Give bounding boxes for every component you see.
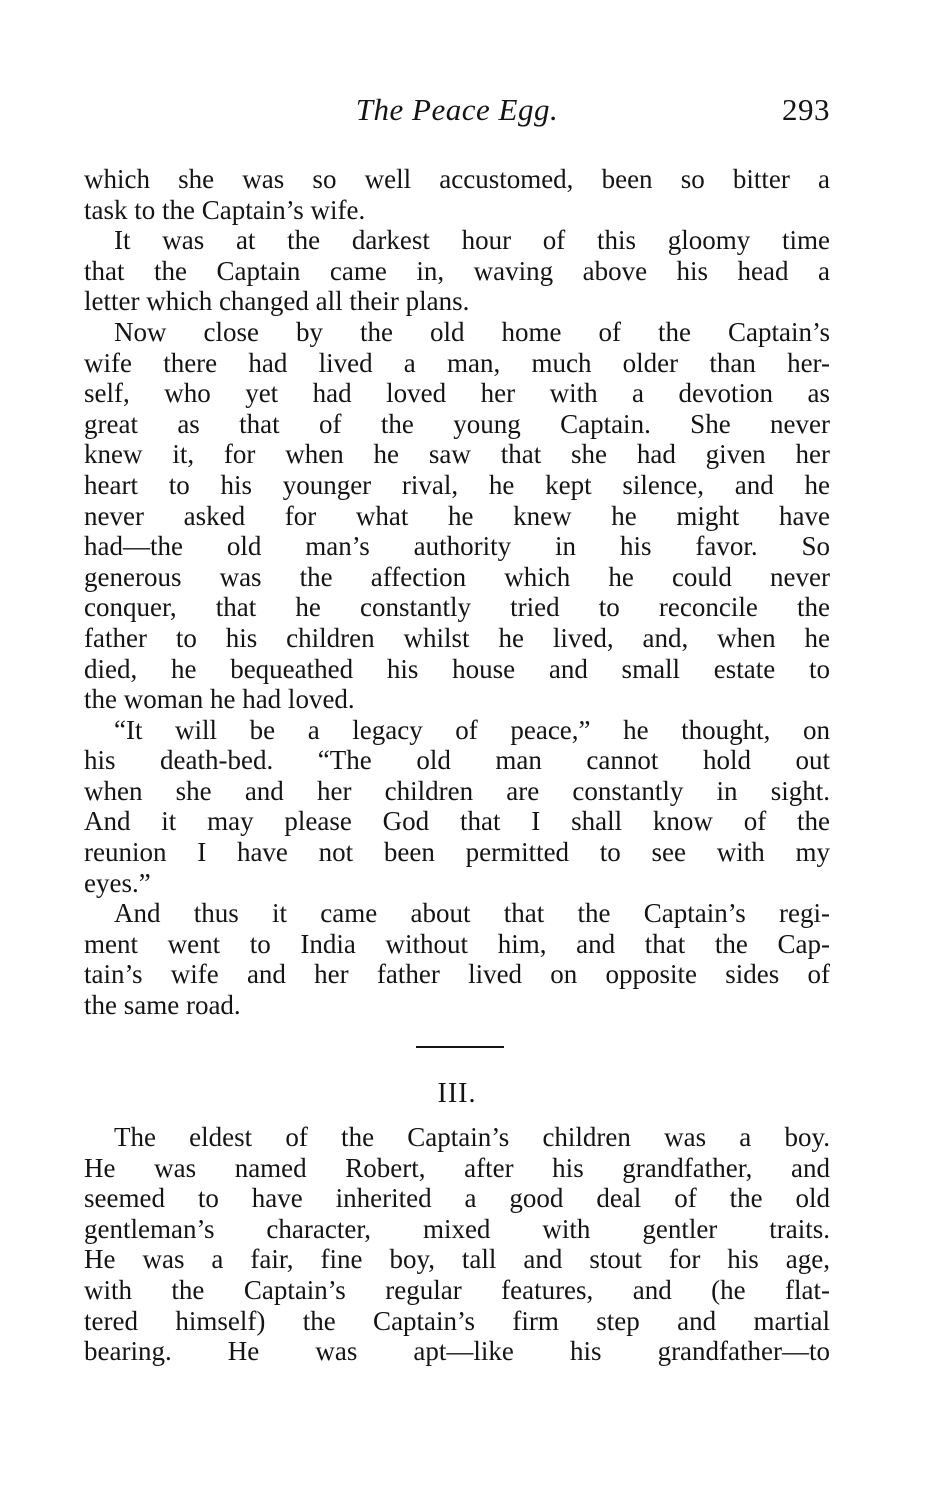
text-line: task to the Captain’s wife. xyxy=(84,194,366,225)
text-line: eyes.” xyxy=(84,867,151,898)
text-line: knew it, for when he saw that she had given her xyxy=(84,439,830,470)
text-line: And it may please God that I shall know of the xyxy=(84,806,830,837)
text-line: heart to his younger rival, he kept silence, and he xyxy=(84,469,830,500)
paragraph-start-line: It was at the darkest hour of this gloomy time xyxy=(114,225,830,256)
text-line: which she was so well accustomed, been so bitter a xyxy=(84,164,830,194)
text-line: the same road. xyxy=(84,990,241,1021)
text-line: great as that of the young Captain. She never xyxy=(84,408,830,439)
running-head xyxy=(84,92,830,136)
text-line: died, he bequeathed his house and small estate to xyxy=(84,653,830,684)
running-title: The Peace Egg. xyxy=(355,92,559,127)
text-line: that the Captain came in, waving above his head a xyxy=(84,255,830,286)
text-line: generous was the affection which he could never xyxy=(84,561,830,592)
text-line: when she and her children are constantly in sight. xyxy=(84,775,830,806)
text-line: his death-bed. “The old man cannot hold out xyxy=(84,745,830,776)
text-line: wife there had lived a man, much older than her- xyxy=(84,347,830,378)
text-line: gentleman’s character, mixed with gentler traits. xyxy=(84,1213,830,1244)
text-line: reunion I have not been permitted to see with my xyxy=(84,837,830,868)
text-line: ment went to India without him, and that the Cap- xyxy=(84,928,830,959)
text-line: bearing. He was apt—like his grandfather—to xyxy=(84,1336,830,1367)
section-divider-rule xyxy=(416,1046,504,1048)
text-line: tered himself) the Captain’s firm step and martial xyxy=(84,1305,830,1336)
text-line: never asked for what he knew he might have xyxy=(84,500,830,531)
page-number: 293 xyxy=(782,92,830,127)
text-block-2 xyxy=(84,1122,830,1367)
text-line: self, who yet had loved her with a devotion as xyxy=(84,378,830,409)
text-line: conquer, that he constantly tried to reconcile the xyxy=(84,592,830,623)
text-line: father to his children whilst he lived, and, when he xyxy=(84,622,830,653)
paragraph-start-line: The eldest of the Captain’s children was a boy. xyxy=(114,1122,830,1152)
text-line: had—the old man’s authority in his favor. So xyxy=(84,531,830,562)
text-line: letter which changed all their plans. xyxy=(84,286,470,317)
text-block-1 xyxy=(84,164,830,1021)
section-heading: III. xyxy=(437,1078,477,1109)
text-line: He was a fair, fine boy, tall and stout for his age, xyxy=(84,1244,830,1275)
paragraph-start-line: Now close by the old home of the Captain’s xyxy=(114,316,830,347)
paragraph-start-line: “It will be a legacy of peace,” he thought, on xyxy=(114,714,830,745)
text-line: seemed to have inherited a good deal of the old xyxy=(84,1183,830,1214)
text-line: He was named Robert, after his grandfather, and xyxy=(84,1152,830,1183)
text-line: tain’s wife and her father lived on opposite sides of xyxy=(84,959,830,990)
text-line: with the Captain’s regular features, and (he flat- xyxy=(84,1274,830,1305)
text-line: the woman he had loved. xyxy=(84,684,355,715)
paragraph-start-line: And thus it came about that the Captain’s regi- xyxy=(114,898,830,929)
